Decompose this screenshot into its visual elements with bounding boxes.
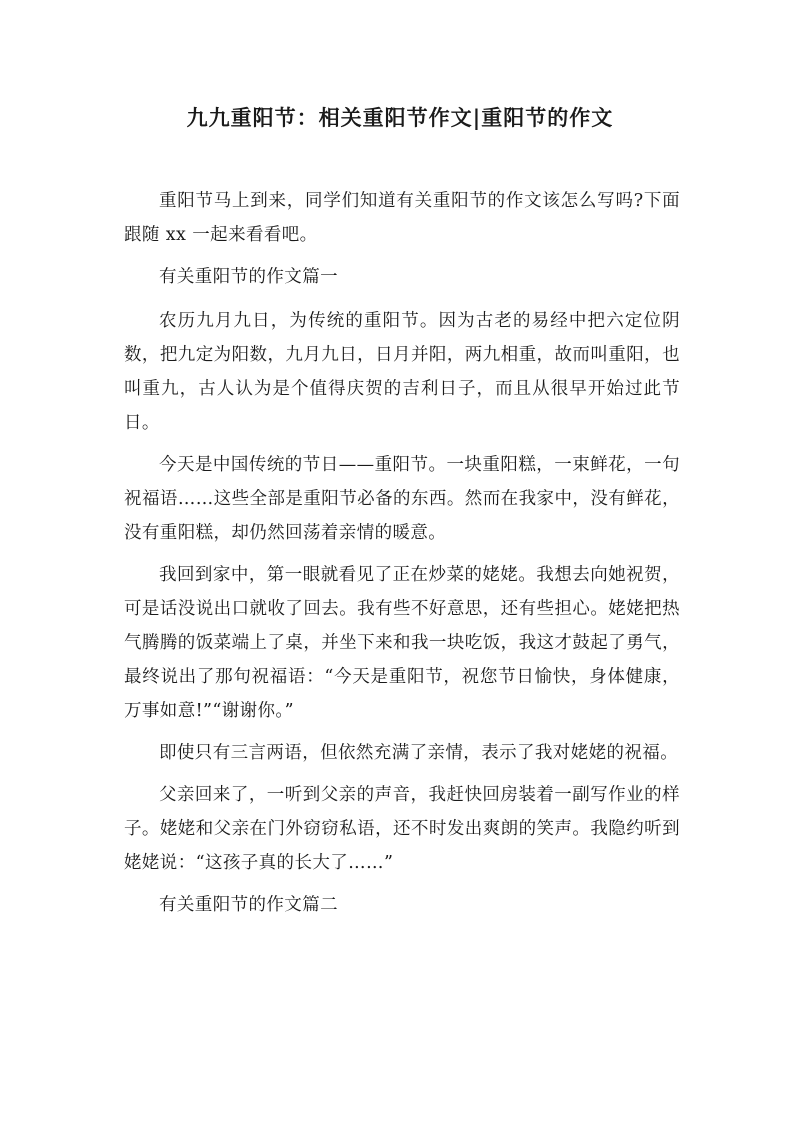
body-paragraph: 今天是中国传统的节日——重阳节。一块重阳糕，一束鲜花，一句祝福语……这些全部是重阳节必备的东西。然而在我家中，没有鲜花，没有重阳糕，却仍然回荡着亲情的暖意。: [124, 455, 680, 543]
section-heading-1: 有关重阳节的作文篇一: [159, 267, 338, 287]
section-heading-2: 有关重阳节的作文篇二: [159, 895, 338, 915]
document-body: [124, 184, 680, 932]
body-paragraph: 即使只有三言两语，但依然充满了亲情，表示了我对姥姥的祝福。: [159, 743, 679, 763]
intro-paragraph: 重阳节马上到来，同学们知道有关重阳节的作文该怎么写吗?下面跟随 xx 一起来看看吧。: [124, 191, 680, 245]
body-paragraph: 我回到家中，第一眼就看见了正在炒菜的姥姥。我想去向她祝贺，可是话没说出口就收了回去。我有些不好意思，还有些担心。姥姥把热气腾腾的饭菜端上了桌，并坐下来和我一块吃饭，我这才鼓起了勇气，最终说出了那句祝福语：“今天是重阳节，祝您节日愉快，身体健康，万事如意!”“谢谢你。”: [124, 565, 680, 721]
body-paragraph: 父亲回来了，一听到父亲的声音，我赶快回房装着一副写作业的样子。姥姥和父亲在门外窃窃私语，还不时发出爽朗的笑声。我隐约听到姥姥说：“这孩子真的长大了……”: [124, 785, 680, 873]
body-paragraph: 农历九月九日，为传统的重阳节。因为古老的易经中把六定位阴数，把九定为阳数，九月九日，日月并阳，两九相重，故而叫重阳，也叫重九，古人认为是个值得庆贺的吉利日子，而且从很早开始过此节日。: [124, 311, 680, 433]
document-title: 九九重阳节：相关重阳节作文|重阳节的作文: [186, 105, 614, 130]
